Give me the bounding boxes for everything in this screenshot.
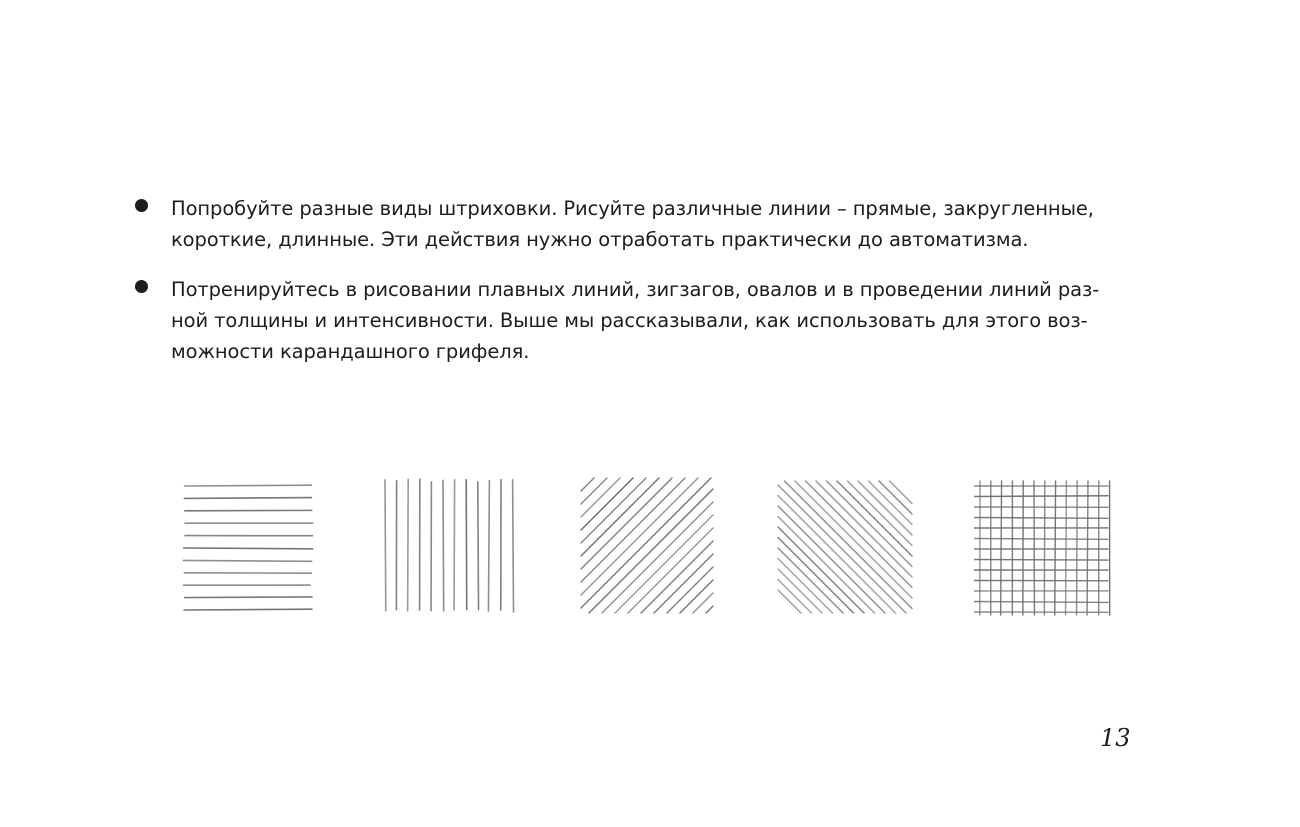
pencil-stroke: [974, 560, 1108, 561]
pencil-stroke: [615, 515, 713, 613]
pencil-stroke: [581, 478, 594, 491]
pencil-stroke: [184, 609, 312, 610]
pencil-stroke: [778, 548, 843, 613]
pencil-stroke: [1001, 481, 1002, 615]
pencil-stroke: [654, 554, 713, 613]
pencil-stroke: [778, 517, 875, 614]
pencil-stroke: [581, 478, 685, 582]
pencil-stroke: [466, 480, 467, 610]
diagonal-up-hatching-swatch: [576, 473, 716, 618]
bullet-item-lines-practice: [133, 274, 1113, 367]
pencil-stroke: [778, 559, 833, 614]
bullet-text-line: ной толщины и интенсивности. Выше мы рассказывали, как использовать для этого воз-: [171, 309, 1088, 332]
pencil-stroke: [1087, 481, 1088, 615]
pencil-stroke: [890, 481, 913, 504]
pencil-stroke: [581, 478, 698, 595]
bullet-dot-icon: [135, 199, 148, 212]
pencil-stroke: [974, 602, 1108, 603]
pencil-stroke: [778, 506, 885, 613]
vertical-hatching-swatch: [378, 473, 518, 618]
crosshatch-swatch: [974, 473, 1114, 618]
pencil-stroke: [816, 481, 912, 577]
pencil-stroke: [408, 479, 409, 610]
pencil-stroke: [184, 548, 313, 549]
pencil-stroke: [581, 478, 646, 543]
page-number: 13: [1100, 724, 1131, 752]
pencil-stroke: [1066, 481, 1067, 615]
pencil-stroke: [778, 590, 801, 613]
pencil-stroke: [628, 528, 713, 613]
diagonal-down-hatching-swatch: [774, 473, 914, 618]
horizontal-hatching-icon: [178, 473, 318, 618]
bullet-text-line: короткие, длинные. Эти действия нужно отработать практически до автоматизма.: [171, 228, 1029, 251]
pencil-stroke: [581, 478, 659, 556]
pencil-stroke: [184, 485, 311, 486]
pencil-stroke: [827, 481, 913, 567]
pencil-stroke: [454, 480, 455, 610]
pencil-stroke: [1077, 481, 1078, 615]
pencil-stroke: [443, 480, 444, 610]
horizontal-hatching-swatch: [178, 473, 318, 618]
pencil-stroke: [667, 567, 713, 613]
bullet-dot-icon: [135, 280, 148, 293]
bullet-text-line: можности карандашного грифеля.: [171, 340, 530, 363]
diagonal-down-hatching-icon: [774, 473, 914, 618]
bullet-text-line: Попробуйте разные виды штриховки. Рисуйте различные линии – прямые, закругленные,: [171, 197, 1094, 220]
diagonal-up-hatching-icon: [576, 473, 716, 618]
pencil-stroke: [183, 560, 311, 561]
crosshatch-icon: [974, 473, 1114, 618]
pencil-stroke: [848, 481, 913, 546]
pencil-stroke: [778, 580, 812, 614]
pencil-stroke: [785, 481, 913, 609]
pencil-stroke: [778, 527, 864, 613]
pencil-stroke: [581, 478, 607, 504]
bullet-item-hatching: [133, 193, 1113, 255]
bullet-text-line: Потренируйтесь в рисовании плавных линий, зигзагов, овалов и в проведении линий раз-: [171, 278, 1100, 301]
pencil-stroke: [858, 481, 912, 535]
hatching-examples: [178, 473, 1118, 623]
pencil-stroke: [185, 597, 312, 598]
pencil-stroke: [974, 496, 1108, 497]
pencil-stroke: [778, 485, 906, 613]
pencil-stroke: [184, 498, 311, 499]
vertical-hatching-icon: [378, 473, 518, 618]
pencil-stroke: [589, 489, 713, 613]
pencil-stroke: [974, 518, 1108, 519]
pencil-stroke: [706, 606, 713, 613]
pencil-stroke: [581, 478, 633, 530]
bullet-list: [133, 193, 1113, 386]
pencil-stroke: [478, 482, 479, 610]
pencil-stroke: [974, 539, 1108, 540]
pencil-stroke: [1055, 481, 1056, 615]
pencil-stroke: [581, 478, 672, 569]
pencil-stroke: [488, 481, 489, 611]
pencil-stroke: [385, 480, 386, 611]
pencil-stroke: [680, 580, 713, 613]
pencil-stroke: [513, 480, 514, 612]
